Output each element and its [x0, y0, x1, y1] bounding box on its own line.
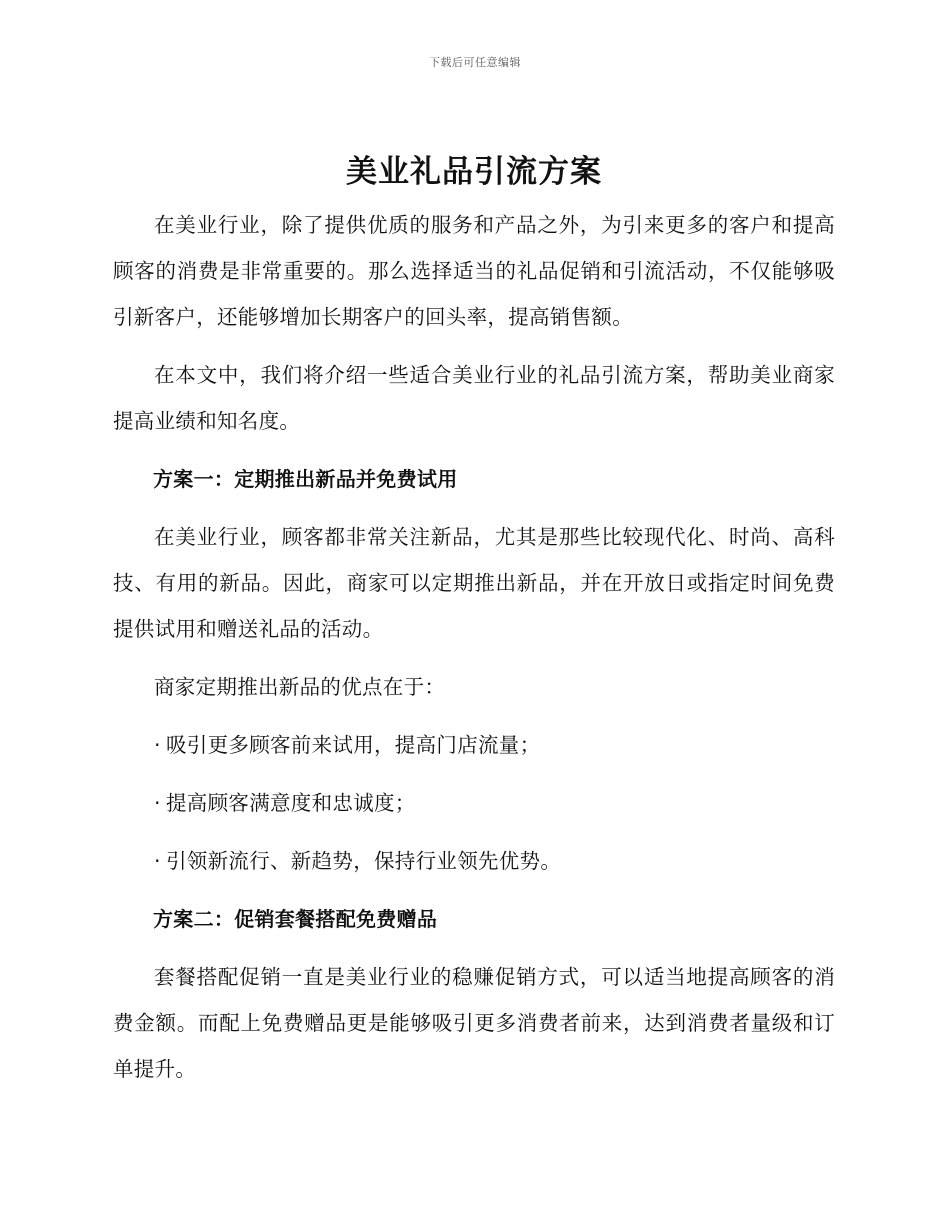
plan-2-paragraph: 套餐搭配促销一直是美业行业的稳赚促销方式，可以适当地提高顾客的消费金额。而配上免费赠品更是能够吸引更多消费者前来，达到消费者量级和订单提升。 — [113, 965, 835, 1081]
plan-1-bullet-1 — [113, 722, 835, 768]
bullet-dot-icon: · — [154, 733, 161, 757]
document-title: 美业礼品引流方案 — [346, 154, 602, 190]
document-body — [113, 148, 835, 1104]
plan-2-heading: 方案二：促销套餐搭配免费赠品 — [153, 907, 438, 931]
bullet-text: 吸引更多顾客前来试用，提高门店流量； — [166, 733, 541, 757]
plan-1-paragraph: 在美业行业，顾客都非常关注新品，尤其是那些比较现代化、时尚、高科技、有用的新品。因此，商家可以定期推出新品，并在开放日或指定时间免费提供试用和赠送礼品的活动。 — [113, 525, 835, 641]
page-header-note: 下载后可任意编辑 — [429, 56, 521, 69]
bullet-text: 提高顾客满意度和忠诚度； — [166, 791, 416, 815]
bullet-dot-icon: · — [154, 791, 161, 815]
intro-paragraph-1: 在美业行业，除了提供优质的服务和产品之外，为引来更多的客户和提高顾客的消费是非常重要的。那么选择适当的礼品促销和引流活动，不仅能够吸引新客户，还能够增加长期客户的回头率，提高销售额。 — [113, 213, 835, 329]
intro-paragraph-2: 在本文中，我们将介绍一些适合美业行业的礼品引流方案，帮助美业商家提高业绩和知名度。 — [113, 363, 835, 433]
bullet-text: 引领新流行、新趋势，保持行业领先优势。 — [166, 849, 562, 873]
plan-1-advantages-intro: 商家定期推出新品的优点在于： — [154, 675, 446, 699]
plan-1-bullet-3 — [113, 838, 835, 884]
plan-1-heading: 方案一：定期推出新品并免费试用 — [153, 467, 458, 491]
plan-1-bullet-2 — [113, 780, 835, 826]
bullet-dot-icon: · — [154, 849, 161, 873]
